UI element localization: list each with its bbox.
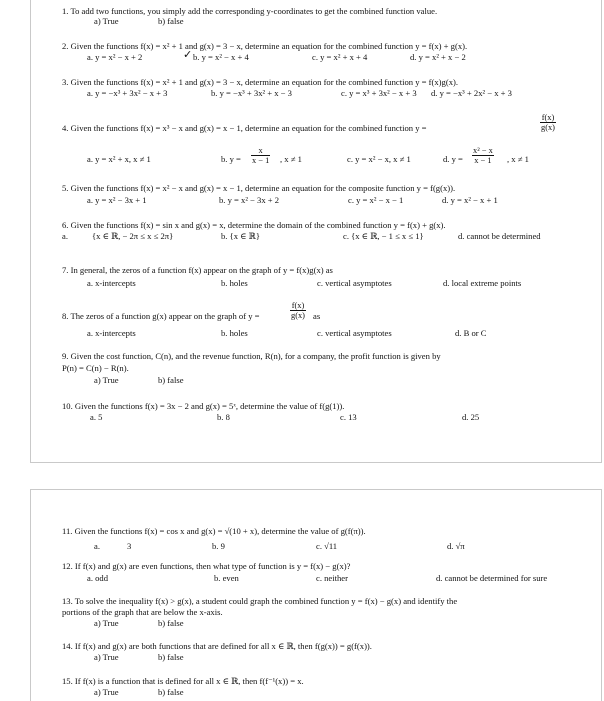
q12-option-b[interactable]: b. even — [214, 573, 239, 583]
q4-d-fraction — [472, 146, 494, 165]
question-6: 6. Given the functions f(x) = sin x and g(x) = x, determine the domain of the combined function y = f(x) + g(x). — [62, 220, 446, 230]
q4-b-condition: , x ≠ 1 — [280, 154, 302, 164]
q6-option-b[interactable]: b. {x ∈ ℝ} — [221, 231, 260, 241]
question-4: 4. Given the functions f(x) = x³ − x and g(x) = x − 1, determine an equation for the combined function y = — [62, 123, 427, 133]
q11-option-a[interactable]: 3 — [127, 541, 132, 551]
q5-option-b[interactable]: b. y = x² − 3x + 2 — [219, 195, 280, 205]
q3-option-d[interactable]: d. y = −x³ + 2x² − x + 3 — [431, 88, 512, 98]
q15-option-b[interactable]: b) false — [158, 687, 184, 697]
question-3: 3. Given the functions f(x) = x² + 1 and g(x) = 3 − x, determine an equation for the combined function y = f(x)g(x). — [62, 77, 458, 87]
q10-option-c[interactable]: c. 13 — [340, 412, 357, 422]
question-11: 11. Given the functions f(x) = cos x and g(x) = √(10 + x), determine the value of g(f(π)). — [62, 526, 366, 536]
q6-option-c[interactable]: c. {x ∈ ℝ, − 1 ≤ x ≤ 1} — [343, 231, 424, 241]
q11-option-c[interactable]: c. √11 — [316, 541, 338, 551]
q2-option-a[interactable]: a. y = x² − x + 2 — [87, 52, 143, 62]
q5-option-a[interactable]: a. y = x² − 3x + 1 — [87, 195, 147, 205]
q3-option-c[interactable]: c. y = x³ + 3x² − x + 3 — [341, 88, 417, 98]
q4-option-c[interactable]: c. y = x² − x, x ≠ 1 — [347, 154, 411, 164]
q6-option-a-label[interactable]: a. — [62, 231, 68, 241]
question-12: 12. If f(x) and g(x) are even functions, then what type of function is y = f(x) − g(x)? — [62, 561, 351, 571]
q14-option-a[interactable]: a) True — [94, 652, 119, 662]
q8-fraction-num: f(x) — [291, 301, 305, 310]
q10-option-a[interactable]: a. 5 — [90, 412, 103, 422]
question-8: 8. The zeros of a function g(x) appear on the graph of y = — [62, 311, 260, 321]
q4-option-d[interactable]: d. y = — [443, 154, 463, 164]
q9-option-b[interactable]: b) false — [158, 375, 184, 385]
q12-option-d[interactable]: d. cannot be determined for sure — [436, 573, 548, 583]
q4-d-num: x² − x — [473, 146, 493, 155]
question-15: 15. If f(x) is a function that is defined for all x ∈ ℝ, then f(f⁻¹(x)) = x. — [62, 676, 304, 686]
q14-option-b[interactable]: b) false — [158, 652, 184, 662]
question-13-line2: portions of the graph that are below the x-axis. — [62, 607, 223, 617]
question-10: 10. Given the functions f(x) = 3x − 2 and g(x) = 5ˣ, determine the value of f(g(1)). — [62, 401, 345, 411]
q3-option-b[interactable]: b. y = −x³ + 3x² + x − 3 — [211, 88, 292, 98]
q1-option-b[interactable]: b) false — [158, 16, 184, 26]
q10-option-d[interactable]: d. 25 — [462, 412, 480, 422]
q11-option-d[interactable]: d. √π — [447, 541, 465, 551]
q4-option-b[interactable]: b. y = — [221, 154, 241, 164]
q11-option-b[interactable]: b. 9 — [212, 541, 225, 551]
q1-option-a[interactable]: a) True — [94, 16, 119, 26]
question-14: 14. If f(x) and g(x) are both functions that are defined for all x ∈ ℝ, then f(g(x)) = g(f(x)). — [62, 641, 372, 651]
question-1: 1. To add two functions, you simply add the corresponding y-coordinates to get the combined function value. — [62, 6, 438, 16]
question-13-line1: 13. To solve the inequality f(x) > g(x), a student could graph the combined function y = f(x) − g(x) and identify the — [62, 596, 458, 606]
question-5: 5. Given the functions f(x) = x² − x and g(x) = x − 1, determine an equation for the composite function y = f(g(x)). — [62, 183, 456, 193]
question-7: 7. In general, the zeros of a function f(x) appear on the graph of y = f(x)g(x) as — [62, 265, 333, 275]
q11-option-a-label[interactable]: a. — [94, 541, 100, 551]
q4-b-num: x — [251, 146, 270, 156]
q4-d-den: x − 1 — [474, 156, 492, 165]
q8-option-a[interactable]: a. x-intercepts — [87, 328, 136, 338]
q8-option-c[interactable]: c. vertical asymptotes — [317, 328, 392, 338]
q4-fraction-num: f(x) — [541, 113, 555, 122]
q8-option-b[interactable]: b. holes — [221, 328, 248, 338]
handwritten-check-icon: ✓ — [183, 48, 193, 61]
question-9-line1: 9. Given the cost function, C(n), and the revenue function, R(n), for a company, the profit function is given by — [62, 351, 441, 361]
q12-option-c[interactable]: c. neither — [316, 573, 348, 583]
q12-option-a[interactable]: a. odd — [87, 573, 109, 583]
q7-option-d[interactable]: d. local extreme points — [443, 278, 522, 288]
q5-option-c[interactable]: c. y = x² − x − 1 — [348, 195, 404, 205]
q7-option-b[interactable]: b. holes — [221, 278, 248, 288]
q4-fraction-den: g(x) — [541, 123, 555, 132]
q8-option-d[interactable]: d. B or C — [455, 328, 487, 338]
q8-fraction — [290, 301, 306, 320]
question-2: 2. Given the functions f(x) = x² + 1 and g(x) = 3 − x, determine an equation for the combined function y = f(x) + g(x). — [62, 41, 468, 51]
question-9-line2: P(n) = C(n) − R(n). — [62, 363, 129, 373]
q3-option-a[interactable]: a. y = −x³ + 3x² − x + 3 — [87, 88, 168, 98]
q9-option-a[interactable]: a) True — [94, 375, 119, 385]
q4-option-a[interactable]: a. y = x² + x, x ≠ 1 — [87, 154, 151, 164]
q13-option-b[interactable]: b) false — [158, 618, 184, 628]
q8-tail: as — [313, 311, 321, 321]
q4-fraction — [540, 113, 556, 132]
q7-option-c[interactable]: c. vertical asymptotes — [317, 278, 392, 288]
q7-option-a[interactable]: a. x-intercepts — [87, 278, 136, 288]
q6-option-a[interactable]: {x ∈ ℝ, − 2π ≤ x ≤ 2π} — [92, 231, 174, 241]
q6-option-d[interactable]: d. cannot be determined — [458, 231, 541, 241]
q15-option-a[interactable]: a) True — [94, 687, 119, 697]
q4-b-den: x − 1 — [252, 156, 270, 165]
q8-fraction-den: g(x) — [291, 311, 305, 320]
q2-option-c[interactable]: c. y = x² + x + 4 — [312, 52, 368, 62]
q2-option-b[interactable]: b. y = x² − x + 4 — [193, 52, 249, 62]
q13-option-a[interactable]: a) True — [94, 618, 119, 628]
q4-d-condition: , x ≠ 1 — [507, 154, 529, 164]
q4-b-fraction — [251, 146, 270, 165]
q5-option-d[interactable]: d. y = x² − x + 1 — [442, 195, 498, 205]
worksheet-page-bottom — [30, 489, 602, 701]
q10-option-b[interactable]: b. 8 — [217, 412, 230, 422]
q2-option-d[interactable]: d. y = x² + x − 2 — [410, 52, 466, 62]
